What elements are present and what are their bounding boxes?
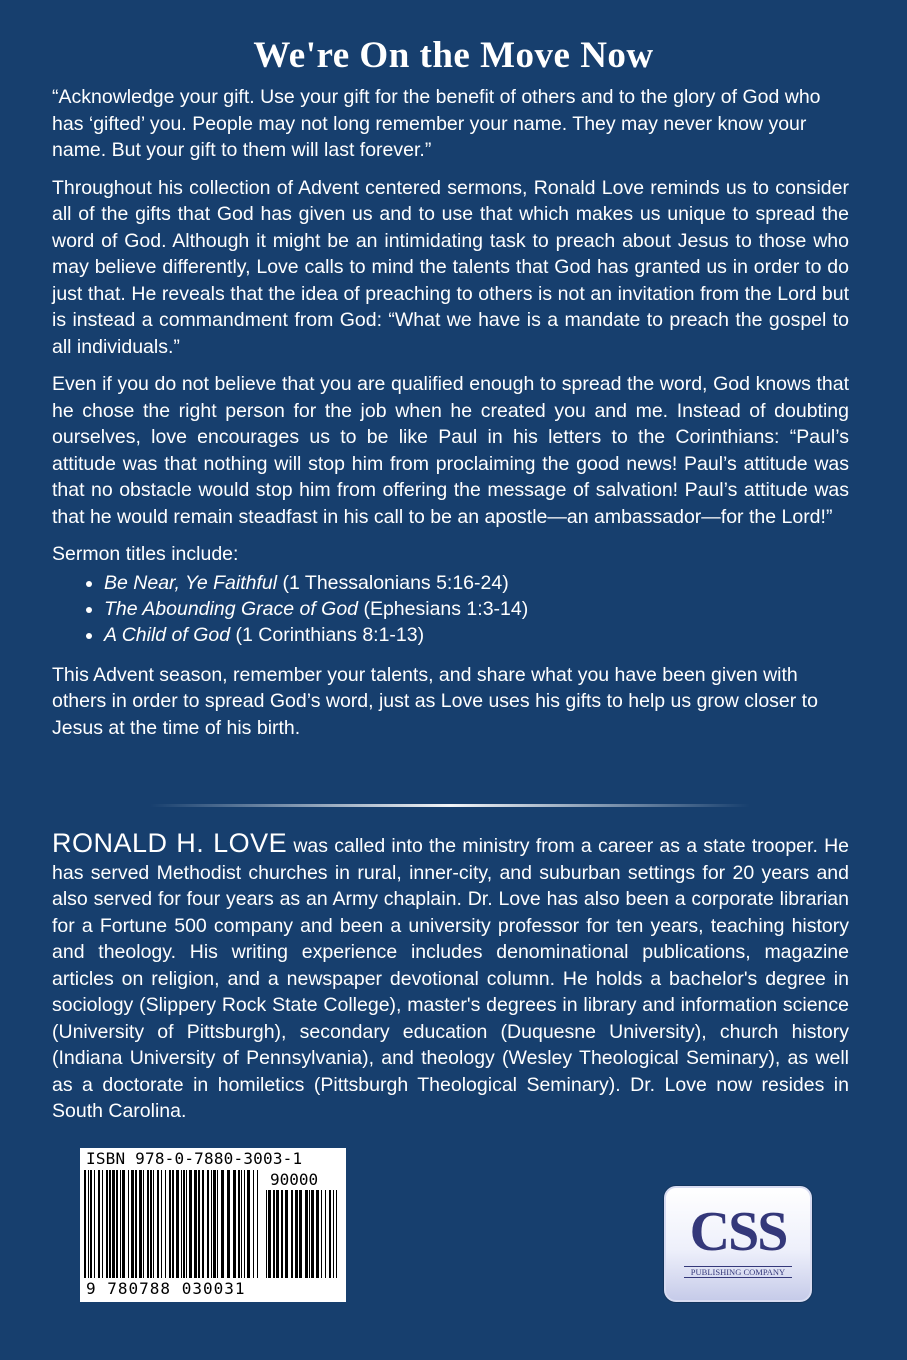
sermon-ref: (1 Corinthians 8:1-13) xyxy=(235,623,425,646)
barcode-bar xyxy=(161,1170,162,1278)
barcode-bar xyxy=(311,1190,314,1278)
publisher-logo-letters: CSS xyxy=(689,1201,787,1263)
barcode-bar xyxy=(176,1170,179,1278)
description-paragraph-1: Throughout his collection of Advent centered sermons, Ronald Love reminds us to consider all of the gifts that God has given us and to use that which makes us unique to spread the word of God. Although it might be an intimidating task to preach about Jesus to those who may believe differently, Love calls to mind the talents that God has granted us in order to do just that. He reveals that the idea of preaching to others is not an invitation from the Lord but is instead a commandment from God: “What we have is a mandate to preach the gospel to all individuals.” xyxy=(52,176,849,358)
barcode-bar xyxy=(329,1190,331,1278)
barcode-bar xyxy=(112,1170,115,1278)
barcode-bar xyxy=(153,1170,154,1278)
barcode-bar xyxy=(172,1170,174,1278)
barcode-bar xyxy=(88,1170,89,1278)
sermon-title: The Abounding Grace of God xyxy=(104,597,359,620)
sermon-item xyxy=(104,596,849,622)
barcode-bar xyxy=(165,1170,166,1278)
barcode-bar xyxy=(181,1170,182,1278)
sermon-item xyxy=(104,622,849,648)
barcode-bar xyxy=(189,1170,192,1278)
barcode-bar xyxy=(273,1190,275,1278)
barcode-bar xyxy=(106,1170,108,1278)
barcode-bar xyxy=(241,1170,242,1278)
barcode-bar xyxy=(202,1170,204,1278)
barcode-bar xyxy=(238,1170,240,1278)
barcode-bar xyxy=(266,1190,267,1278)
barcode-bar xyxy=(135,1170,137,1278)
back-cover-blurb xyxy=(52,84,849,752)
sermon-titles-intro: Sermon titles include: xyxy=(52,543,239,565)
barcode-bar xyxy=(198,1170,200,1278)
sermon-ref: (Ephesians 1:3-14) xyxy=(363,597,529,620)
barcode-bar xyxy=(316,1190,319,1278)
barcode-bar xyxy=(194,1170,197,1278)
barcode-bar xyxy=(291,1190,293,1278)
quote-paragraph: “Acknowledge your gift. Use your gift for the benefit of others and to the glory of God who has ‘gifted’ you. People may not long remember your name. They may never know your name. But your gift to them will last forever.” xyxy=(52,86,821,161)
barcode-bar xyxy=(325,1190,326,1278)
barcode-bar xyxy=(94,1170,95,1278)
sermon-item xyxy=(104,570,849,596)
barcode-bar xyxy=(90,1170,92,1278)
barcode-bar xyxy=(211,1170,212,1278)
barcode-addon-bars xyxy=(266,1190,342,1280)
price-addon-label: 90000 xyxy=(270,1170,319,1189)
barcode-bar xyxy=(276,1190,279,1278)
barcode-bar xyxy=(102,1170,103,1278)
sermon-title: Be Near, Ye Faithful xyxy=(104,571,278,594)
sermon-title: A Child of God xyxy=(104,623,231,646)
publisher-logo xyxy=(664,1186,812,1302)
barcode-bar xyxy=(333,1190,334,1278)
barcode-bar xyxy=(281,1190,283,1278)
barcode-bar xyxy=(116,1170,118,1278)
barcode-bar xyxy=(227,1170,230,1278)
publisher-logo-subtitle: PUBLISHING COMPANY xyxy=(684,1266,792,1278)
book-title: We're On the Move Now xyxy=(253,35,654,76)
barcode-bars xyxy=(84,1170,260,1280)
barcode-bar xyxy=(213,1170,216,1278)
closing-paragraph: This Advent season, remember your talents, and share what you have been given with others in order to spread God’s word, just as Love uses his gifts to help us grow closer to Jesus at the time of his birth. xyxy=(52,663,818,739)
sermon-ref: (1 Thessalonians 5:16-24) xyxy=(282,571,509,594)
sermon-list xyxy=(52,570,849,648)
barcode-bar xyxy=(183,1170,185,1278)
barcode-bar xyxy=(84,1170,86,1278)
author-bio xyxy=(52,830,849,1125)
barcode-bar xyxy=(221,1170,224,1278)
barcode-bar xyxy=(257,1170,258,1278)
barcode-bar xyxy=(247,1170,250,1278)
barcode-bar xyxy=(268,1190,271,1278)
barcode-bar xyxy=(122,1170,125,1278)
barcode-bar xyxy=(207,1170,209,1278)
barcode-bar xyxy=(150,1170,152,1278)
barcode-bar xyxy=(109,1170,111,1278)
barcode-bar xyxy=(285,1190,288,1278)
author-name: RONALD H. LOVE xyxy=(52,828,288,858)
barcode-bar xyxy=(299,1190,302,1278)
description-paragraph-2: Even if you do not believe that you are qualified enough to spread the word, God knows that he chose the right person for the job when he created you and me. Instead of doubting ourselves, love encourages us to be like Paul in his letters to the Corinthians: “Paul’s attitude was that nothing will stop him from proclaiming the good news! Paul’s attitude was that no obstacle would stop him from offering the message of salvation! Paul’s attitude was that he would remain steadfast in his call to be an apostle—an ambassador—for the Lord!” xyxy=(52,373,849,528)
barcode-bar xyxy=(253,1170,254,1278)
barcode-bar xyxy=(131,1170,134,1278)
barcode-bar xyxy=(169,1170,171,1278)
barcode-bar xyxy=(98,1170,100,1278)
barcode-bar xyxy=(147,1170,149,1278)
barcode-bar xyxy=(305,1190,308,1278)
barcode-bar xyxy=(139,1170,142,1278)
barcode-bar xyxy=(157,1170,159,1278)
barcode-bar xyxy=(128,1170,129,1278)
barcode-bar xyxy=(244,1170,245,1278)
barcode-bar xyxy=(143,1170,144,1278)
author-bio-text: was called into the ministry from a career as a state trooper. He has served Methodist churches in rural, inner-city, and suburban settings for 20 years and also served for four years as an Army chaplain. Dr. Love has also been a corporate librarian for a Fortune 500 company and been a university professor for ten years, teaching history and theology. His writing experience includes denominational publications, magazine articles on religion, and a newspaper devotional column. He holds a bachelor's degree in sociology (Slippery Rock State College), master's degrees in library and information science (University of Pittsburgh), secondary education (Duquesne University), church history (Indiana University of Pennsylvania), and theology (Wesley Theological Seminary), as well as a doctorate in homiletics (Pittsburgh Theological Seminary). Dr. Love now resides in South Carolina. xyxy=(52,835,849,1122)
barcode-bar xyxy=(217,1170,218,1278)
barcode-bar xyxy=(186,1170,187,1278)
isbn-label: ISBN 978-0-7880-3003-1 xyxy=(86,1149,303,1168)
barcode-bar xyxy=(295,1190,298,1278)
isbn-barcode xyxy=(80,1148,346,1302)
barcode-bar xyxy=(233,1170,236,1278)
section-divider xyxy=(150,804,750,807)
barcode-bar xyxy=(336,1190,337,1278)
barcode-bar xyxy=(120,1170,121,1278)
barcode-bar xyxy=(309,1190,310,1278)
barcode-number: 9 780788 030031 xyxy=(86,1279,246,1298)
barcode-bar xyxy=(321,1190,322,1278)
